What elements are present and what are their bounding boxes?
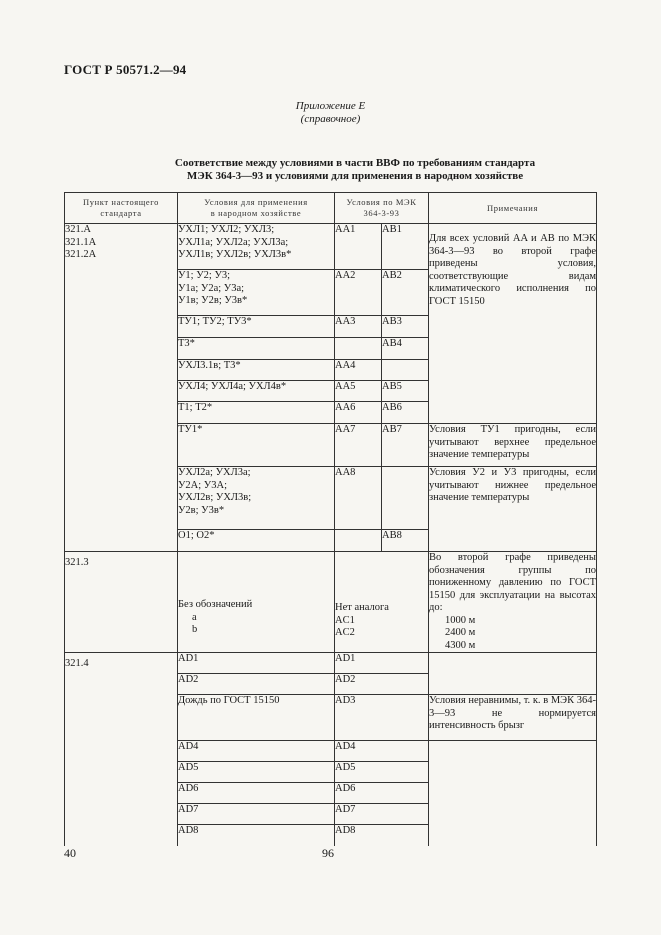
conditions-cell: Т1; Т2* [178, 402, 335, 424]
iec-cell: AD7 [335, 804, 429, 825]
conditions-cell: Т3* [178, 338, 335, 360]
conditions-cell: Дождь по ГОСТ 15150 [178, 695, 335, 741]
appendix-subtitle: (справочное) [300, 113, 361, 125]
iec-ab-cell [382, 467, 429, 530]
conditions-cell: О1; О2* [178, 530, 335, 552]
header-conditions: Условия для применения в народном хозяйстве [178, 193, 335, 224]
iec-ab-cell: AB5 [382, 381, 429, 402]
note-cell: Условия неравнимы, т. к. в МЭК 364-3—93 не нормируется интенсивность брызг [429, 695, 597, 741]
iec-ab-cell: AB6 [382, 402, 429, 424]
iec-aa-cell [335, 530, 382, 552]
iec-aa-cell: AA7 [335, 424, 382, 467]
conditions-cell: AD6 [178, 783, 335, 804]
header-clause: Пункт настоящего стандарта [65, 193, 178, 224]
conditions-cell: УХЛ1; УХЛ2; УХЛ3; УХЛ1а; УХЛ2а; УХЛ3а; УХЛ1в; УХЛ2в; УХЛ3в* [178, 224, 335, 270]
iec-aa-cell [335, 338, 382, 360]
conditions-cell: УХЛ4; УХЛ4а; УХЛ4в* [178, 381, 335, 402]
iec-cell: AD1 [335, 653, 429, 674]
iec-cell: AD8 [335, 825, 429, 846]
iec-ab-cell: AB1 [382, 224, 429, 270]
note-cell: Условия ТУ1 пригодны, если учитывают верхнее предельное значение температуры [429, 424, 597, 467]
iec-ab-cell: AB7 [382, 424, 429, 467]
table-row [65, 224, 597, 270]
iec-cell: AD3 [335, 695, 429, 741]
iec-ab-cell: AB3 [382, 316, 429, 338]
iec-aa-cell: AA2 [335, 270, 382, 316]
table-header-row [65, 193, 597, 224]
iec-cell: AD6 [335, 783, 429, 804]
iec-aa-cell: AA3 [335, 316, 382, 338]
header-iec: Условия по МЭК 364-3-93 [335, 193, 429, 224]
note-cell: Во второй графе приведены обозначения группы по пониженному давлению по ГОСТ 15150 для эксплуатации на высотах до: 1000 м 2400 м 4300 м [429, 552, 596, 651]
conditions-cell: AD2 [178, 674, 335, 695]
iec-ab-cell: AB4 [382, 338, 429, 360]
conditions-cell: AD1 [178, 653, 335, 674]
iec-cell: AD4 [335, 741, 429, 762]
correspondence-table [64, 192, 597, 846]
iec-aa-cell: AA8 [335, 467, 382, 530]
iec-aa-cell: AA6 [335, 402, 382, 424]
conditions-cell: У1; У2; У3; У1а; У2а; У3а; У1в; У2в; У3в* [178, 270, 335, 316]
iec-ab-cell [382, 360, 429, 381]
conditions-cell: Без обозначений a b [178, 552, 335, 653]
conditions-cell: AD8 [178, 825, 335, 846]
clause-cell: 321.4 [65, 653, 178, 846]
table-row [65, 653, 597, 674]
iec-ab-cell: AB8 [382, 530, 429, 552]
page-number-center: 96 [322, 846, 334, 860]
page-number-left: 40 [64, 846, 76, 860]
iec-ab-cell: AB2 [382, 270, 429, 316]
standard-number: ГОСТ Р 50571.2—94 [64, 62, 187, 77]
conditions-cell: AD5 [178, 762, 335, 783]
note-cell: Условия У2 и У3 пригодны, если учитывают нижнее предельное значение температуры [429, 467, 597, 552]
iec-aa-cell: AA5 [335, 381, 382, 402]
table-row [65, 552, 597, 653]
conditions-cell: ТУ1* [178, 424, 335, 467]
header-notes: Примечания [429, 193, 597, 224]
iec-cell: AD5 [335, 762, 429, 783]
note-cell [429, 741, 597, 846]
iec-cell: AD2 [335, 674, 429, 695]
note-cell: Для всех условий AA и AB по МЭК 364-3—93 во второй графе приведены условия, соответствующие видам климатического исполнения по ГОСТ 15150 [429, 224, 597, 424]
conditions-cell: AD4 [178, 741, 335, 762]
appendix-title: Приложение Е [295, 100, 366, 112]
iec-aa-cell: AA1 [335, 224, 382, 270]
iec-cell: Нет аналога AC1 AC2 [335, 552, 429, 653]
conditions-cell: AD7 [178, 804, 335, 825]
note-cell [429, 653, 597, 695]
conditions-cell: ТУ1; ТУ2; ТУ3* [178, 316, 335, 338]
clause-cell: 321.3 [65, 552, 178, 653]
table-caption-line2: МЭК 364-3—93 и условиями для применения в народном хозяйстве [186, 170, 524, 182]
conditions-cell: УХЛ3.1в; Т3* [178, 360, 335, 381]
iec-aa-cell: AA4 [335, 360, 382, 381]
clause-cell: 321.A 321.1A 321.2A [65, 224, 178, 552]
table-caption-line1: Соответствие между условиями в части ВВФ по требованиям стандарта [174, 157, 536, 169]
conditions-cell: УХЛ2а; УХЛ3а; У2А; У3А; УХЛ2в; УХЛ3в; У2в; У3в* [178, 467, 335, 530]
